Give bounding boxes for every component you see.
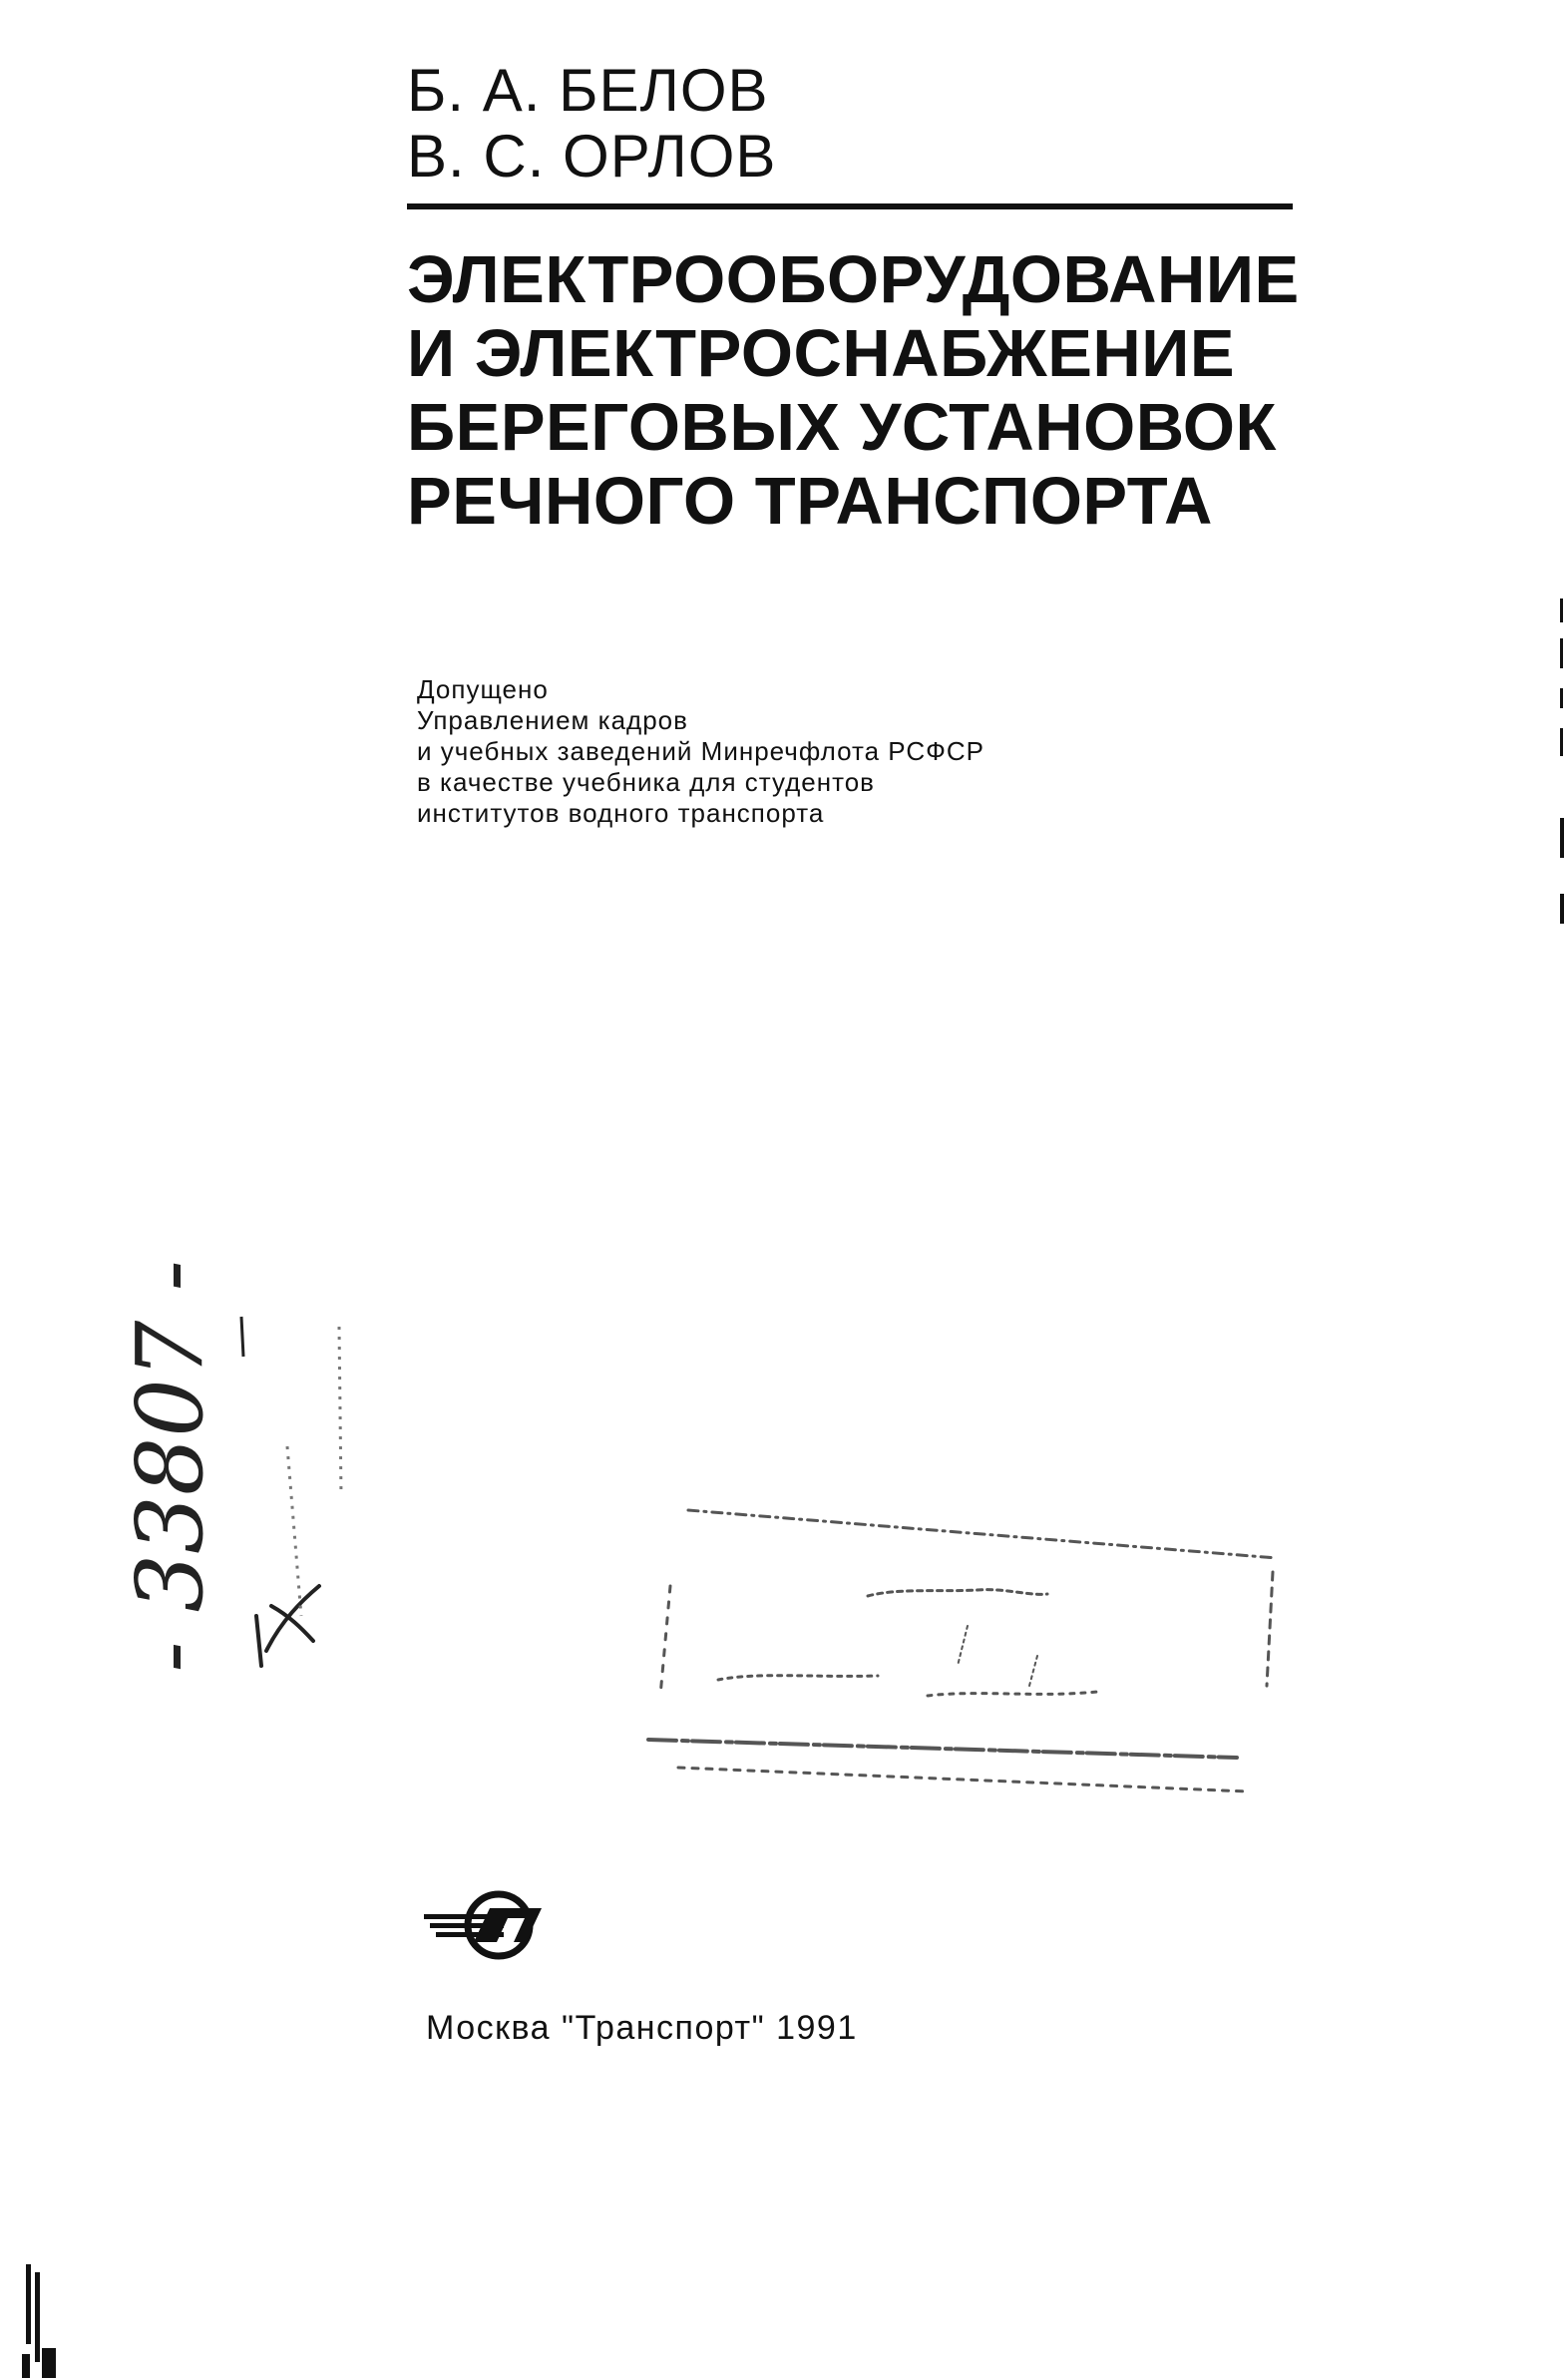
title-divider-rule (407, 203, 1293, 209)
approval-line: Управлением кадров (417, 705, 688, 735)
approval-line: Допущено (417, 674, 549, 704)
book-title-line: БЕРЕГОВЫХ УСТАНОВОК (407, 390, 1277, 465)
book-title-line: И ЭЛЕКТРОСНАБЖЕНИЕ (407, 316, 1236, 391)
imprint-line: Москва "Транспорт" 1991 (426, 2009, 858, 2047)
approval-notice (417, 674, 984, 829)
book-title-line: ЭЛЕКТРООБОРУДОВАНИЕ (407, 242, 1300, 317)
approval-line: и учебных заведений Минречфлота РСФСР (417, 736, 984, 766)
book-title (407, 243, 1305, 539)
publisher-logo (424, 1890, 574, 1960)
author-name: Б. А. БЕЛОВ (407, 57, 769, 124)
handwritten-inventory-number (92, 1197, 391, 1676)
scan-edge-marks (22, 2264, 62, 2378)
author-name: В. С. ОРЛОВ (407, 123, 777, 190)
handwritten-text: - 33807 - (117, 1260, 223, 1673)
book-title-line: РЕЧНОГО ТРАНСПОРТА (407, 464, 1213, 539)
approval-line: институтов водного транспорта (417, 798, 825, 828)
authors-block (407, 58, 776, 190)
scan-edge-marks (1554, 598, 1568, 938)
approval-line: в качестве учебника для студентов (417, 767, 875, 797)
library-stamp (638, 1496, 1297, 1805)
